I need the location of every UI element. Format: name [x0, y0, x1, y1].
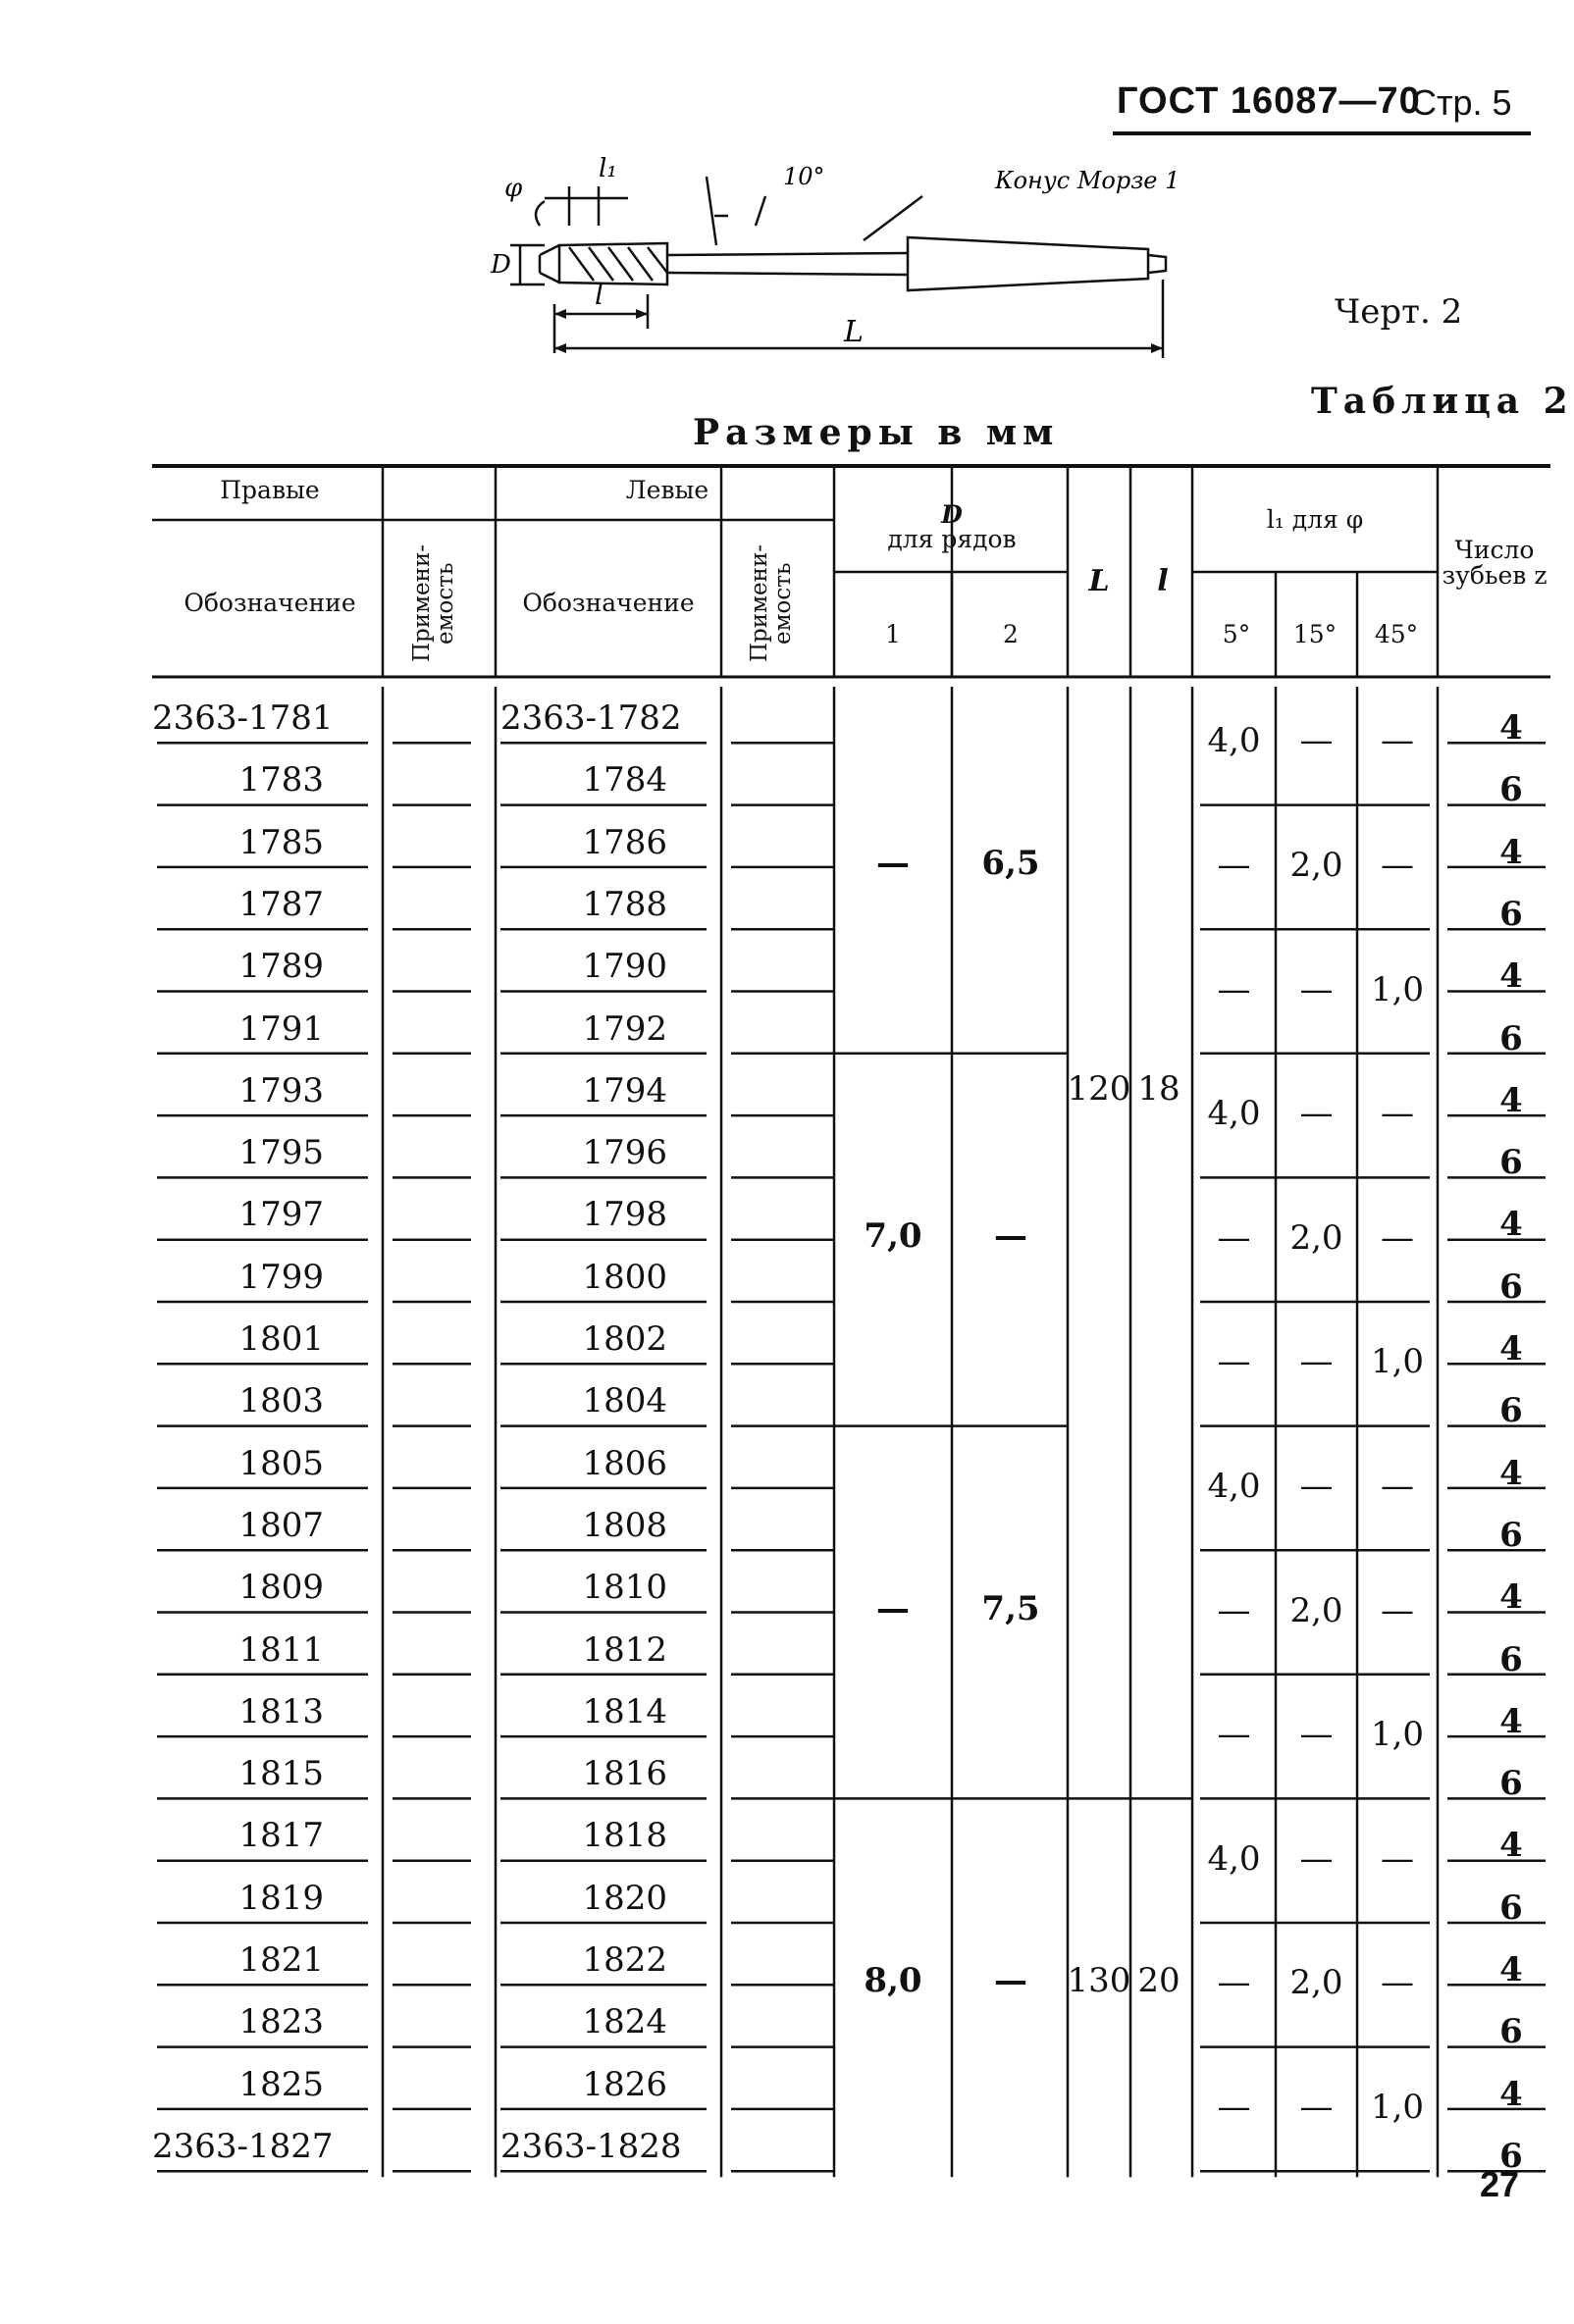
- designation-left: 1814: [582, 1691, 667, 1731]
- l1-angle-15-value: —: [1299, 1838, 1334, 1879]
- teeth-count: 6: [1499, 894, 1523, 934]
- designation-right: 1801: [238, 1319, 324, 1359]
- designation-left: 1800: [582, 1257, 667, 1297]
- teeth-count: 4: [1499, 1950, 1523, 1989]
- l1-angle-45-value: —: [1381, 1094, 1414, 1134]
- l1-angle-5-value: —: [1217, 1963, 1251, 2003]
- l1-angle-5-value: 4,0: [1207, 1838, 1261, 1879]
- D-row-2-value: —: [994, 1961, 1027, 2001]
- l1-angle-15-value: —: [1299, 2087, 1334, 2127]
- header-l: l: [1157, 564, 1169, 598]
- l1-angle-15-value: —: [1299, 1466, 1334, 1506]
- l1-angle-5-value: —: [1217, 1342, 1251, 1382]
- designation-right: 1813: [238, 1691, 324, 1731]
- designation-right: 1825: [238, 2064, 324, 2104]
- l1-angle-45-value: 1,0: [1370, 2087, 1425, 2127]
- D-row-1-value: 8,0: [864, 1961, 922, 2001]
- angle-label: 10°: [783, 163, 825, 190]
- designation-right: 2363-1827: [152, 2126, 334, 2166]
- l1-angle-45-value: —: [1381, 1963, 1414, 2003]
- designation-left: 1784: [582, 760, 667, 800]
- l1-angle-45-value: —: [1381, 1838, 1414, 1879]
- header-l1-group: l₁ для φ: [1266, 505, 1364, 534]
- teeth-count: 4: [1499, 1329, 1523, 1369]
- l1-angle-45-value: 1,0: [1370, 1342, 1425, 1382]
- units-caption: Размеры в мм: [693, 412, 1060, 453]
- designation-right: 1821: [238, 1940, 324, 1980]
- l1-angle-5-value: —: [1217, 1715, 1251, 1755]
- D-row-2-value: —: [994, 1215, 1027, 1256]
- designation-left: 1816: [582, 1754, 667, 1794]
- l1-angle-45-value: —: [1381, 1217, 1414, 1258]
- l1-label: l₁: [599, 157, 617, 183]
- D-row-2-value: 6,5: [981, 843, 1040, 883]
- teeth-count: 4: [1499, 956, 1523, 997]
- designation-left: 1794: [582, 1070, 667, 1110]
- designation-right: 1815: [238, 1754, 324, 1794]
- l-label: l: [595, 279, 603, 311]
- teeth-count: 6: [1499, 1143, 1523, 1183]
- page-label: Стр. 5: [1411, 82, 1512, 123]
- teeth-count: 4: [1499, 708, 1523, 748]
- designation-right: 1811: [238, 1629, 324, 1670]
- page-number: 27: [1480, 2164, 1520, 2204]
- l1-angle-45-value: —: [1381, 845, 1414, 885]
- D-label: D: [491, 250, 511, 280]
- header-applicability-left: Примени- емость: [747, 543, 796, 663]
- teeth-count: 6: [1499, 1515, 1523, 1555]
- l1-angle-45-value: —: [1381, 1590, 1414, 1630]
- designation-left: 1818: [582, 1816, 667, 1856]
- designation-right: 1795: [238, 1133, 324, 1173]
- designation-right: 2363-1781: [152, 698, 334, 738]
- header-designation-left: Обозначение: [522, 589, 695, 617]
- teeth-count: 4: [1499, 1577, 1523, 1618]
- l1-angle-15-value: 2,0: [1289, 1963, 1343, 2003]
- l1-angle-15-value: 2,0: [1289, 845, 1343, 885]
- designation-right: 1785: [238, 822, 324, 862]
- designation-left: 1802: [582, 1319, 667, 1359]
- header-angle-45: 45°: [1374, 620, 1419, 648]
- teeth-count: 4: [1499, 1205, 1523, 1245]
- l1-angle-5-value: 4,0: [1207, 721, 1261, 761]
- designation-left: 1792: [582, 1008, 667, 1049]
- l1-angle-45-value: —: [1381, 1466, 1414, 1506]
- designation-left: 1824: [582, 2002, 667, 2042]
- teeth-count: 4: [1499, 1453, 1523, 1493]
- teeth-count: 4: [1499, 832, 1523, 872]
- header-applicability-right: Примени- емость: [409, 543, 458, 663]
- designation-left: 1796: [582, 1133, 667, 1173]
- l1-angle-45-value: 1,0: [1370, 1715, 1425, 1755]
- teeth-count: 6: [1499, 2136, 1523, 2176]
- l1-angle-45-value: 1,0: [1370, 969, 1425, 1009]
- designation-left: 1806: [582, 1443, 667, 1483]
- teeth-count: 4: [1499, 1826, 1523, 1866]
- l1-angle-15-value: —: [1299, 1342, 1334, 1382]
- designation-right: 1783: [238, 760, 324, 800]
- D-row-1-value: 7,0: [864, 1215, 922, 1256]
- designation-left: 1812: [582, 1629, 667, 1670]
- figure-caption: Черт. 2: [1335, 292, 1463, 332]
- header-angle-15: 15°: [1292, 620, 1338, 648]
- designation-left: 1786: [582, 822, 667, 862]
- L-label: L: [844, 315, 864, 349]
- designation-right: 1799: [238, 1257, 324, 1297]
- designation-left: 1798: [582, 1195, 667, 1235]
- header-designation-right: Обозначение: [184, 589, 356, 617]
- designation-left: 1808: [582, 1505, 667, 1545]
- teeth-count: 6: [1499, 1639, 1523, 1679]
- designation-right: 1807: [238, 1505, 324, 1545]
- header-row-1: 1: [885, 620, 901, 648]
- teeth-count: 6: [1499, 1391, 1523, 1431]
- designation-right: 1809: [238, 1568, 324, 1608]
- D-row-1-value: —: [876, 1588, 910, 1628]
- teeth-count: 6: [1499, 2012, 1523, 2052]
- teeth-count: 4: [1499, 1701, 1523, 1741]
- designation-left: 2363-1828: [500, 2126, 682, 2166]
- L-value: 120: [1067, 1068, 1131, 1109]
- teeth-count: 6: [1499, 1266, 1523, 1307]
- designation-right: 1803: [238, 1381, 324, 1421]
- designation-left: 1788: [582, 884, 667, 924]
- l1-angle-5-value: 4,0: [1207, 1094, 1261, 1134]
- designation-right: 1805: [238, 1443, 324, 1483]
- header-row-2: 2: [1003, 620, 1019, 648]
- l1-angle-5-value: —: [1217, 845, 1251, 885]
- phi-label: φ: [504, 174, 523, 203]
- designation-right: 1787: [238, 884, 324, 924]
- header-teeth: Число зубьев z: [1442, 536, 1548, 590]
- teeth-count: 6: [1499, 1018, 1523, 1059]
- teeth-count: 6: [1499, 1764, 1523, 1804]
- l1-angle-15-value: —: [1299, 969, 1334, 1009]
- l-value: 20: [1137, 1961, 1180, 2001]
- designation-left: 2363-1782: [500, 698, 682, 738]
- header-D-symbol: D: [941, 500, 963, 529]
- table-title: Таблица 2: [1311, 381, 1574, 422]
- designation-right: 1823: [238, 2002, 324, 2042]
- designation-right: 1793: [238, 1070, 324, 1110]
- l1-angle-5-value: 4,0: [1207, 1466, 1261, 1506]
- designation-right: 1817: [238, 1816, 324, 1856]
- l1-angle-5-value: —: [1217, 1217, 1251, 1258]
- l1-angle-15-value: —: [1299, 1715, 1334, 1755]
- l1-angle-5-value: —: [1217, 969, 1251, 1009]
- designation-right: 1791: [238, 1008, 324, 1049]
- designation-left: 1810: [582, 1568, 667, 1608]
- l1-angle-5-value: —: [1217, 1590, 1251, 1630]
- l1-angle-15-value: —: [1299, 721, 1334, 761]
- header-angle-5: 5°: [1222, 620, 1251, 648]
- l1-angle-45-value: —: [1381, 721, 1414, 761]
- l1-angle-15-value: 2,0: [1289, 1590, 1343, 1630]
- morse-label: Конус Морзе 1: [995, 167, 1180, 194]
- l1-angle-15-value: 2,0: [1289, 1217, 1343, 1258]
- header-L: L: [1088, 564, 1110, 598]
- header-left: Левые: [625, 476, 709, 504]
- l1-angle-15-value: —: [1299, 1094, 1334, 1134]
- D-row-1-value: —: [876, 843, 910, 883]
- teeth-count: 4: [1499, 2074, 1523, 2114]
- D-row-2-value: 7,5: [981, 1588, 1040, 1628]
- header-D-group: для рядов: [887, 525, 1017, 553]
- designation-left: 1790: [582, 947, 667, 987]
- standard-number: ГОСТ 16087—70: [1117, 80, 1421, 122]
- designation-right: 1797: [238, 1195, 324, 1235]
- L-value: 130: [1067, 1961, 1131, 2001]
- teeth-count: 6: [1499, 1887, 1523, 1928]
- designation-left: 1822: [582, 1940, 667, 1980]
- teeth-count: 6: [1499, 770, 1523, 810]
- l1-angle-5-value: —: [1217, 2087, 1251, 2127]
- designation-left: 1804: [582, 1381, 667, 1421]
- teeth-count: 4: [1499, 1080, 1523, 1120]
- designation-left: 1820: [582, 1878, 667, 1918]
- designation-left: 1826: [582, 2064, 667, 2104]
- header-right: Правые: [220, 476, 320, 504]
- designation-right: 1819: [238, 1878, 324, 1918]
- l-value: 18: [1137, 1068, 1180, 1109]
- designation-right: 1789: [238, 947, 324, 987]
